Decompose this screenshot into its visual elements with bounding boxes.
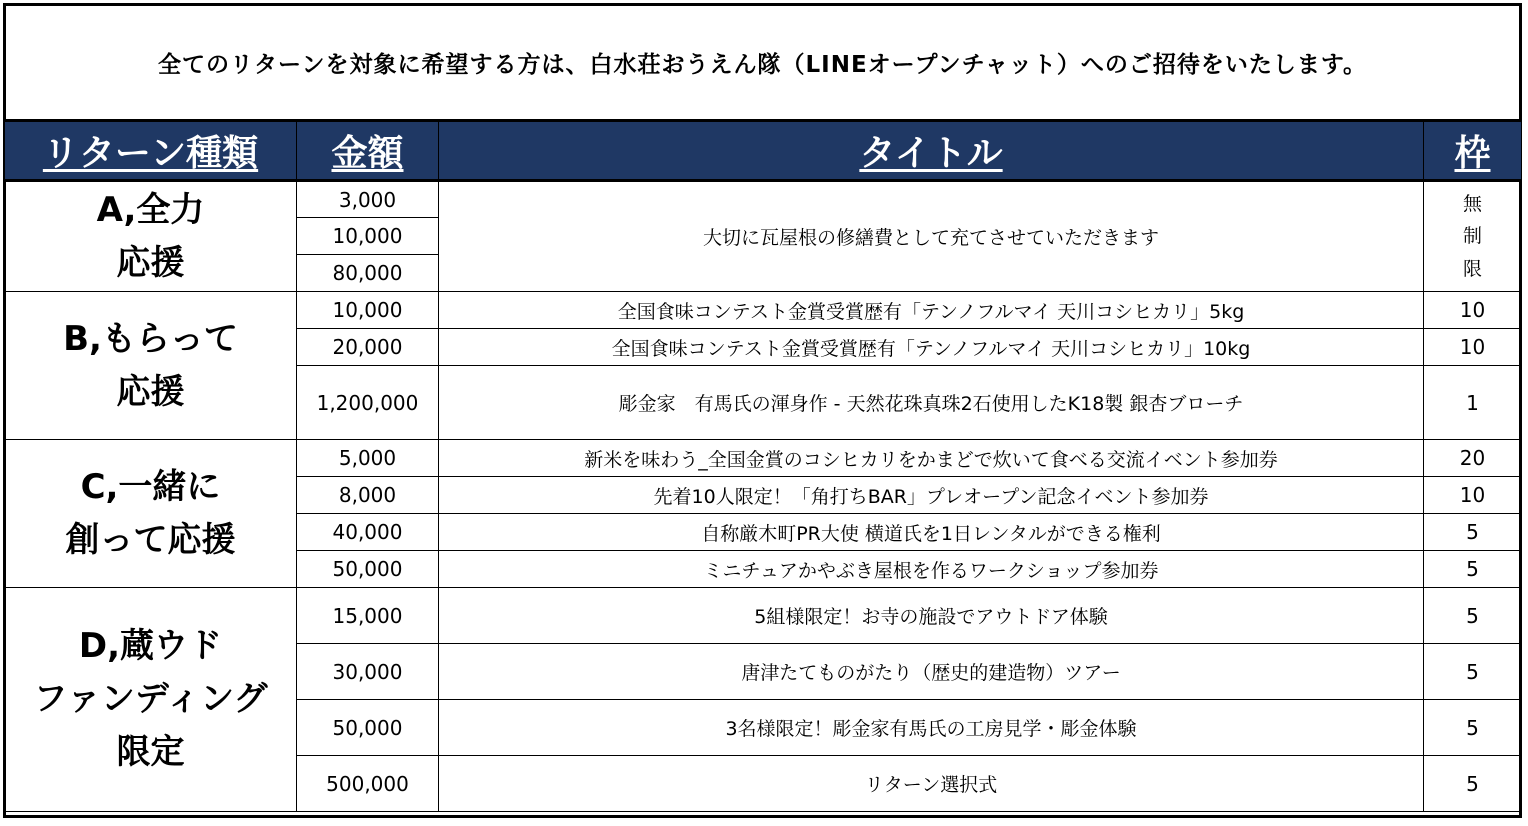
title-cell: 全国食味コンテスト金賞受賞歴有「テンノフルマイ 天川コシヒカリ」10kg	[439, 329, 1424, 366]
slots-cell: 10	[1424, 292, 1522, 329]
type-cell-c	[5, 440, 297, 588]
type-line: A,全力	[96, 189, 205, 230]
amount-cell: 50,000	[297, 700, 439, 756]
slots-cell: 5	[1424, 700, 1522, 756]
amount-cell: 20,000	[297, 329, 439, 366]
slots-char: 制	[1462, 225, 1482, 248]
slots-cell: 20	[1424, 440, 1522, 477]
amount-cell: 1,200,000	[297, 366, 439, 440]
title-cell: 5組様限定！お寺の施設でアウトドア体験	[439, 588, 1424, 644]
title-cell: 自称厳木町PR大使 横道氏を1日レンタルができる権利	[439, 514, 1424, 551]
type-line: 応援	[116, 242, 185, 283]
slots-cell: 5	[1424, 551, 1522, 588]
amount-cell: 15,000	[297, 588, 439, 644]
amount-cell: 5,000	[297, 440, 439, 477]
slots-char: 無	[1462, 193, 1482, 216]
amount-cell: 80,000	[297, 255, 439, 292]
header-slots: 枠	[1424, 121, 1522, 181]
slots-cell: 10	[1424, 477, 1522, 514]
title-cell: ミニチュアかやぶき屋根を作るワークショップ参加券	[439, 551, 1424, 588]
type-line: 応援	[116, 371, 185, 412]
amount-cell: 10,000	[297, 292, 439, 329]
title-cell: 新米を味わう_全国金賞のコシヒカリをかまどで炊いて食べる交流イベント参加券	[439, 440, 1424, 477]
amount-cell: 8,000	[297, 477, 439, 514]
type-cell-a	[5, 181, 297, 292]
title-cell: 大切に瓦屋根の修繕費として充てさせていただきます	[439, 181, 1424, 292]
amount-cell: 3,000	[297, 181, 439, 218]
title-cell: 先着10人限定！「角打ちBAR」プレオープン記念イベント参加券	[439, 477, 1424, 514]
type-line: C,一緒に	[80, 466, 221, 507]
table-row	[5, 588, 1522, 644]
table-row	[5, 181, 1522, 218]
header-row	[5, 121, 1522, 181]
amount-cell: 30,000	[297, 644, 439, 700]
slots-cell: 5	[1424, 514, 1522, 551]
type-line: 創って応援	[65, 519, 236, 560]
title-cell: リターン選択式	[439, 756, 1424, 812]
type-line: D,蔵ウド	[78, 626, 223, 667]
type-line: 限定	[116, 731, 185, 772]
type-cell-b	[5, 292, 297, 440]
amount-cell: 50,000	[297, 551, 439, 588]
header-title: タイトル	[439, 121, 1424, 181]
rewards-table	[4, 119, 1522, 812]
slots-cell: 5	[1424, 588, 1522, 644]
slots-char: 限	[1462, 257, 1482, 280]
banner-notice: 全てのリターンを対象に希望する方は、白水荘おうえん隊（LINEオープンチャット）へのご招待をいたします。	[157, 52, 1368, 78]
amount-cell: 10,000	[297, 218, 439, 255]
type-line: ファンディング	[33, 679, 268, 720]
slots-cell	[1424, 181, 1522, 292]
slots-cell: 5	[1424, 644, 1522, 700]
amount-cell: 500,000	[297, 756, 439, 812]
type-line: B,もらって	[63, 318, 238, 359]
header-type: リターン種類	[5, 121, 297, 181]
amount-cell: 40,000	[297, 514, 439, 551]
table-row	[5, 292, 1522, 329]
slots-cell: 10	[1424, 329, 1522, 366]
title-cell: 3名様限定！彫金家有馬氏の工房見学・彫金体験	[439, 700, 1424, 756]
slots-cell: 1	[1424, 366, 1522, 440]
type-cell-d	[5, 588, 297, 812]
header-amount: 金額	[297, 121, 439, 181]
title-cell: 全国食味コンテスト金賞受賞歴有「テンノフルマイ 天川コシヒカリ」5kg	[439, 292, 1424, 329]
slots-cell: 5	[1424, 756, 1522, 812]
table-row	[5, 440, 1522, 477]
title-cell: 唐津たてものがたり（歴史的建造物）ツアー	[439, 644, 1424, 700]
title-cell: 彫金家 有馬氏の渾身作 - 天然花珠真珠2石使用したK18製 銀杏ブローチ	[439, 366, 1424, 440]
